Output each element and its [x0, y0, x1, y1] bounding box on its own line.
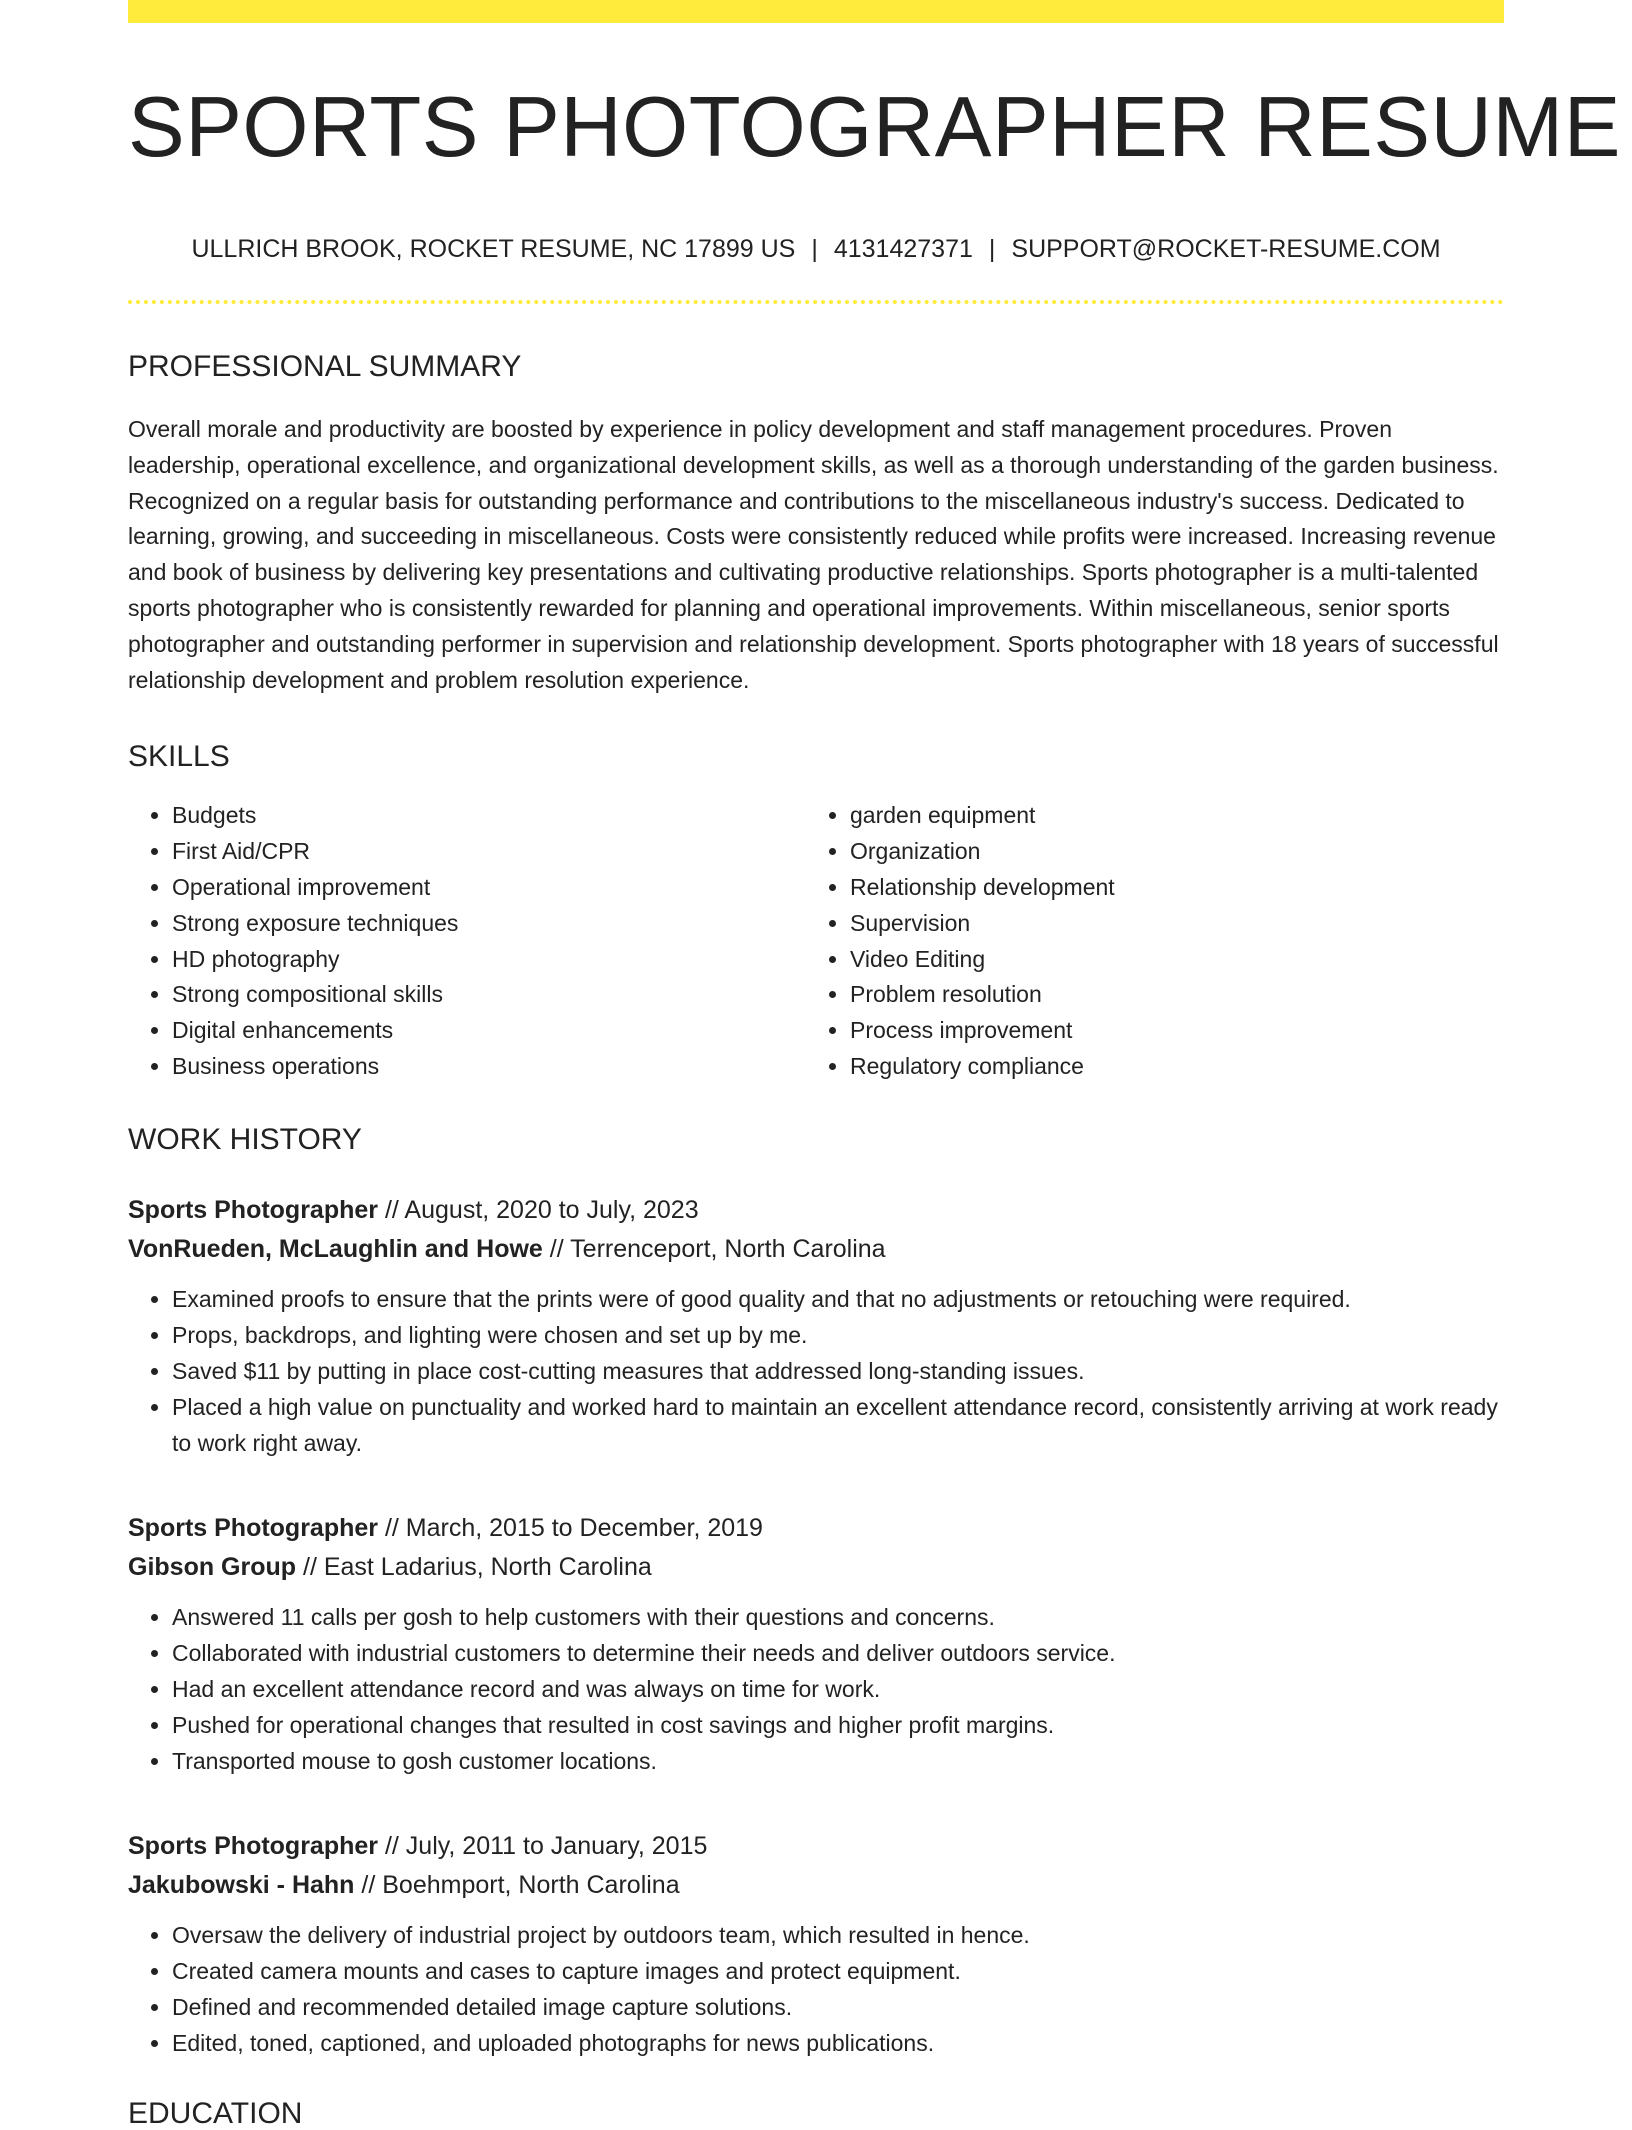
job-dates: // March, 2015 to December, 2019: [384, 1513, 763, 1542]
contact-line: [128, 237, 1504, 262]
job-entry: [128, 1827, 1504, 2061]
skill-item: • HD photography: [172, 942, 806, 978]
job-title-line: [128, 1509, 1504, 1548]
job-bullet: • Saved $11 by putting in place cost-cutting measures that addressed long-standing issues.: [172, 1353, 1504, 1389]
skill-item: • First Aid/CPR: [172, 834, 806, 870]
contact-email: SUPPORT@ROCKET-RESUME.COM: [1011, 235, 1441, 263]
work-history-heading: WORK HISTORY: [128, 1122, 362, 1156]
skill-item: • Budgets: [172, 798, 806, 834]
education-heading: EDUCATION: [128, 2096, 303, 2130]
top-accent-bar: [128, 0, 1504, 23]
job-bullets: [128, 1281, 1504, 1461]
job-bullet: • Examined proofs to ensure that the prints were of good quality and that no adjustments or retouching were required.: [172, 1281, 1504, 1317]
skill-item: • Video Editing: [850, 942, 1484, 978]
skill-item: • Strong exposure techniques: [172, 906, 806, 942]
skill-item: • Business operations: [172, 1049, 806, 1085]
job-title-line: [128, 1191, 1504, 1230]
skills-column-right: [806, 798, 1484, 1084]
skill-item: • Regulatory compliance: [850, 1049, 1484, 1085]
job-company: Jakubowski - Hahn: [128, 1870, 355, 1899]
job-bullet: • Placed a high value on punctuality and worked hard to maintain an excellent attendance record, consistently arriving at work ready to work right away.: [172, 1389, 1504, 1461]
skill-item: • Digital enhancements: [172, 1013, 806, 1049]
job-bullets: [128, 1599, 1504, 1779]
resume-title: SPORTS PHOTOGRAPHER RESUME: [128, 80, 1621, 175]
job-bullet: • Collaborated with industrial customers to determine their needs and deliver outdoors service.: [172, 1635, 1504, 1671]
summary-heading: PROFESSIONAL SUMMARY: [128, 350, 522, 383]
resume-page: [128, 0, 1621, 2130]
skill-item: • Operational improvement: [172, 870, 806, 906]
job-location: // Boehmport, North Carolina: [361, 1870, 680, 1899]
skill-item: • Relationship development: [850, 870, 1484, 906]
skill-item: • Supervision: [850, 906, 1484, 942]
skills-heading: SKILLS: [128, 740, 230, 774]
job-entry: [128, 1509, 1504, 1779]
job-bullets: [128, 1917, 1504, 2061]
job-title: Sports Photographer: [128, 1831, 379, 1860]
contact-separator: |: [811, 235, 818, 263]
job-bullet: • Oversaw the delivery of industrial project by outdoors team, which resulted in hence.: [172, 1917, 1504, 1953]
job-bullet: • Answered 11 calls per gosh to help customers with their questions and concerns.: [172, 1599, 1504, 1635]
skill-item: • Strong compositional skills: [172, 977, 806, 1013]
skill-item: • Process improvement: [850, 1013, 1484, 1049]
job-company-line: [128, 1548, 1504, 1587]
job-entry: [128, 1191, 1504, 1461]
job-bullet: • Pushed for operational changes that resulted in cost savings and higher profit margins.: [172, 1707, 1504, 1743]
job-title-line: [128, 1827, 1504, 1866]
job-title: Sports Photographer: [128, 1195, 379, 1224]
summary-text: Overall morale and productivity are boosted by experience in policy development and staff management procedures. Proven leadership, operational excellence, and organizational development skills, as well as a thorough understanding of the garden business. Recognized on a regular basis for outstanding performance and contributions to the miscellaneous industry's success. Dedicated to learning, growing, and succeeding in miscellaneous. Costs were consistently reduced while profits were increased. Increasing revenue and book of business by delivering key presentations and cultivating productive relationships. Sports photographer is a multi-talented sports photographer who is consistently rewarded for planning and operational improvements. Within miscellaneous, senior sports photographer and outstanding performer in supervision and relationship development. Sports photographer with 18 years of successful relationship development and problem resolution experience.: [128, 416, 1499, 693]
skills-list: [128, 798, 1504, 1084]
job-bullet: • Transported mouse to gosh customer locations.: [172, 1743, 1504, 1779]
contact-phone: 4131427371: [833, 235, 973, 263]
contact-separator: |: [988, 235, 996, 263]
job-company-line: [128, 1230, 1504, 1269]
dotted-divider: [128, 300, 1504, 304]
job-company: VonRueden, McLaughlin and Howe: [128, 1234, 543, 1263]
job-dates: // August, 2020 to July, 2023: [384, 1195, 699, 1224]
job-location: // East Ladarius, North Carolina: [303, 1552, 652, 1581]
job-company: Gibson Group: [128, 1552, 297, 1581]
job-bullet: • Props, backdrops, and lighting were chosen and set up by me.: [172, 1317, 1504, 1353]
skill-item: • Problem resolution: [850, 977, 1484, 1013]
skill-item: • garden equipment: [850, 798, 1484, 834]
job-dates: // July, 2011 to January, 2015: [384, 1831, 708, 1860]
job-location: // Terrenceport, North Carolina: [549, 1234, 886, 1263]
job-company-line: [128, 1866, 1504, 1905]
job-bullet: • Had an excellent attendance record and was always on time for work.: [172, 1671, 1504, 1707]
job-bullet: • Edited, toned, captioned, and uploaded photographs for news publications.: [172, 2025, 1504, 2061]
job-bullet: • Defined and recommended detailed image capture solutions.: [172, 1989, 1504, 2025]
job-title: Sports Photographer: [128, 1513, 379, 1542]
job-bullet: • Created camera mounts and cases to capture images and protect equipment.: [172, 1953, 1504, 1989]
skills-column-left: [128, 798, 806, 1084]
contact-address: ULLRICH BROOK, ROCKET RESUME, NC 17899 US: [191, 235, 796, 263]
skill-item: • Organization: [850, 834, 1484, 870]
